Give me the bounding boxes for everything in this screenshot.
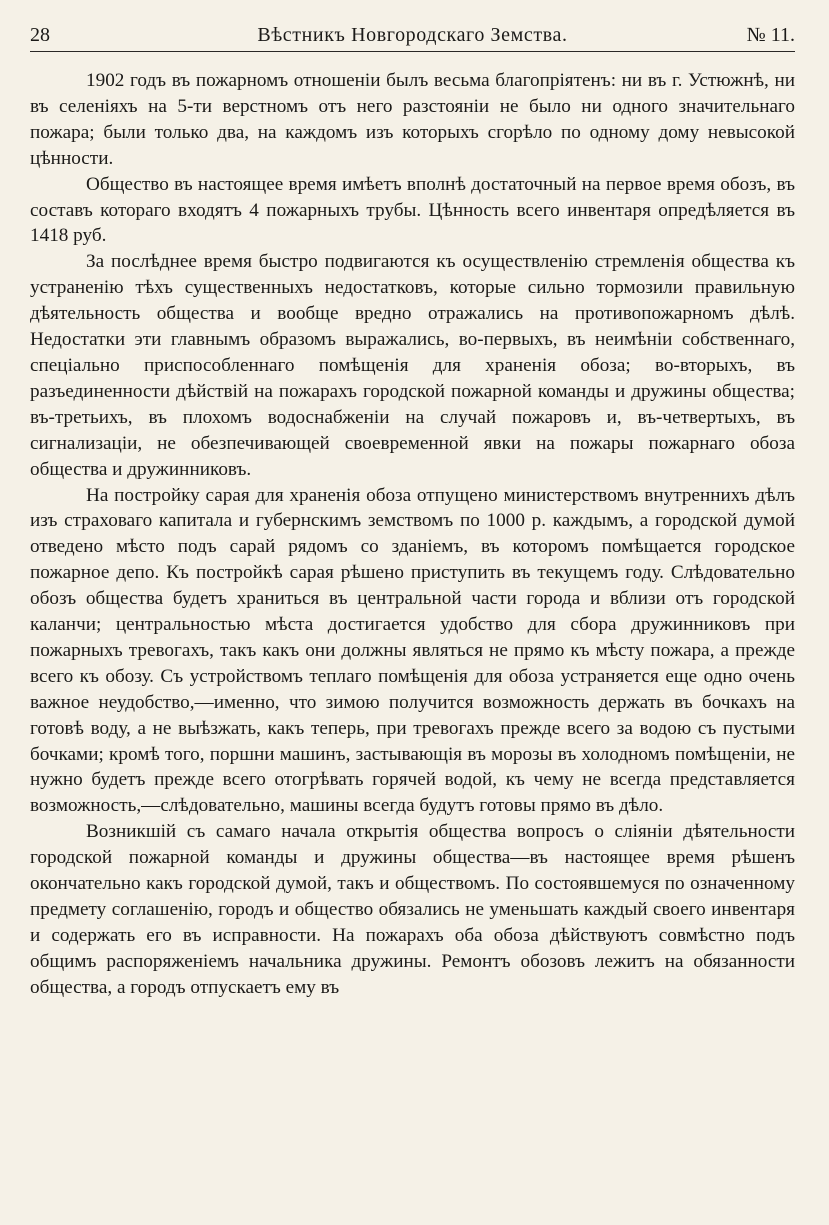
page-number: 28 (30, 24, 50, 46)
page-header (30, 18, 795, 52)
paragraph-5: Возникшій съ самаго начала открытія общества вопросъ о сліяніи дѣятельности городской пожарной команды и дружины общества—въ настоящее время рѣшенъ окончательно какъ городской думой, такъ и обществомъ. По состоявшемуся по означенному предмету соглашенію, городъ и общество обязались не уменьшать каждый своего инвентаря и содержать его въ исправности. На пожарахъ оба обоза дѣйствуютъ совмѣстно подъ общимъ распоряженіемъ начальника дружины. Ремонтъ обозовъ лежитъ на обязанности общества, а городъ отпускаетъ ему въ (30, 821, 795, 998)
paragraph-2: Общество въ настоящее время имѣетъ вполнѣ достаточный на первое время обозъ, въ составъ котораго входятъ 4 пожарныхъ трубы. Цѣнность всего инвентаря опредѣляется въ 1418 руб. (30, 173, 795, 247)
header-rule (30, 51, 795, 52)
paragraph-4: На постройку сарая для храненія обоза отпущено министерствомъ внутреннихъ дѣлъ изъ страховаго капитала и губернскимъ земствомъ по 1000 р. каждымъ, а городской думой отведено мѣсто подъ сарай рядомъ со зданіемъ, въ которомъ помѣщается городское пожарное депо. Къ постройкѣ сарая рѣшено приступить въ текущемъ году. Слѣдовательно обозъ общества будетъ храниться въ центральной части города и вблизи отъ городской каланчи; центральностью мѣста достигается удобство для сбора дружинниковъ при пожарныхъ тревогахъ, такъ какъ они должны являться не прямо къ мѣсту пожара, а прежде всего къ обозу. Съ устройствомъ теплаго помѣщенія для обоза устраняется еще одно очень важное неудобство,—именно, что зимою получится возможность держать въ бочкахъ на готовѣ воду, а не выѣзжать, какъ теперь, при тревогахъ прежде всего за водою съ пустыми бочками; кромѣ того, поршни машинъ, застывающія въ морозы въ холодномъ помѣщеніи, не нужно будетъ прежде всего отогрѣвать горячей водой, къ чему не всегда представляется возможность,—слѣдовательно, машины всегда будутъ готовы прямо въ дѣло. (30, 484, 795, 817)
paragraph-1: 1902 годъ въ пожарномъ отношеніи былъ весьма благопріятенъ: ни въ г. Устюжнѣ, ни въ селеніяхъ на 5-ти верстномъ отъ него разстояніи не было ни одного значительнаго пожара; были только два, на каждомъ изъ которыхъ сгорѣло по одному дому невысокой цѣнности. (30, 70, 795, 169)
body-text (30, 68, 795, 1001)
issue-number: № 11. (746, 24, 795, 46)
journal-title: Вѣстникъ Новгородскаго Земства. (257, 24, 568, 46)
paragraph-3: За послѣднее время быстро подвигаются къ осуществленію стремленія общества къ устраненію тѣхъ существенныхъ недостатковъ, которые сильно тормозили правильную дѣятельность общества и вообще вредно отражались на противопожарномъ дѣлѣ. Недостатки эти главнымъ образомъ выражались, во-первыхъ, въ неимѣніи собственнаго, спеціально приспособленнаго помѣщенія для храненія обоза; во-вторыхъ, въ разъединенности дѣйствій на пожарахъ городской пожарной команды и дружины общества; въ-третьихъ, въ плохомъ водоснабженіи на случай пожаровъ и, въ-четвертыхъ, въ сигнализаціи, не обезпечивающей своевременной явки на пожары пожарнаго обоза общества и дружинниковъ. (30, 251, 795, 480)
